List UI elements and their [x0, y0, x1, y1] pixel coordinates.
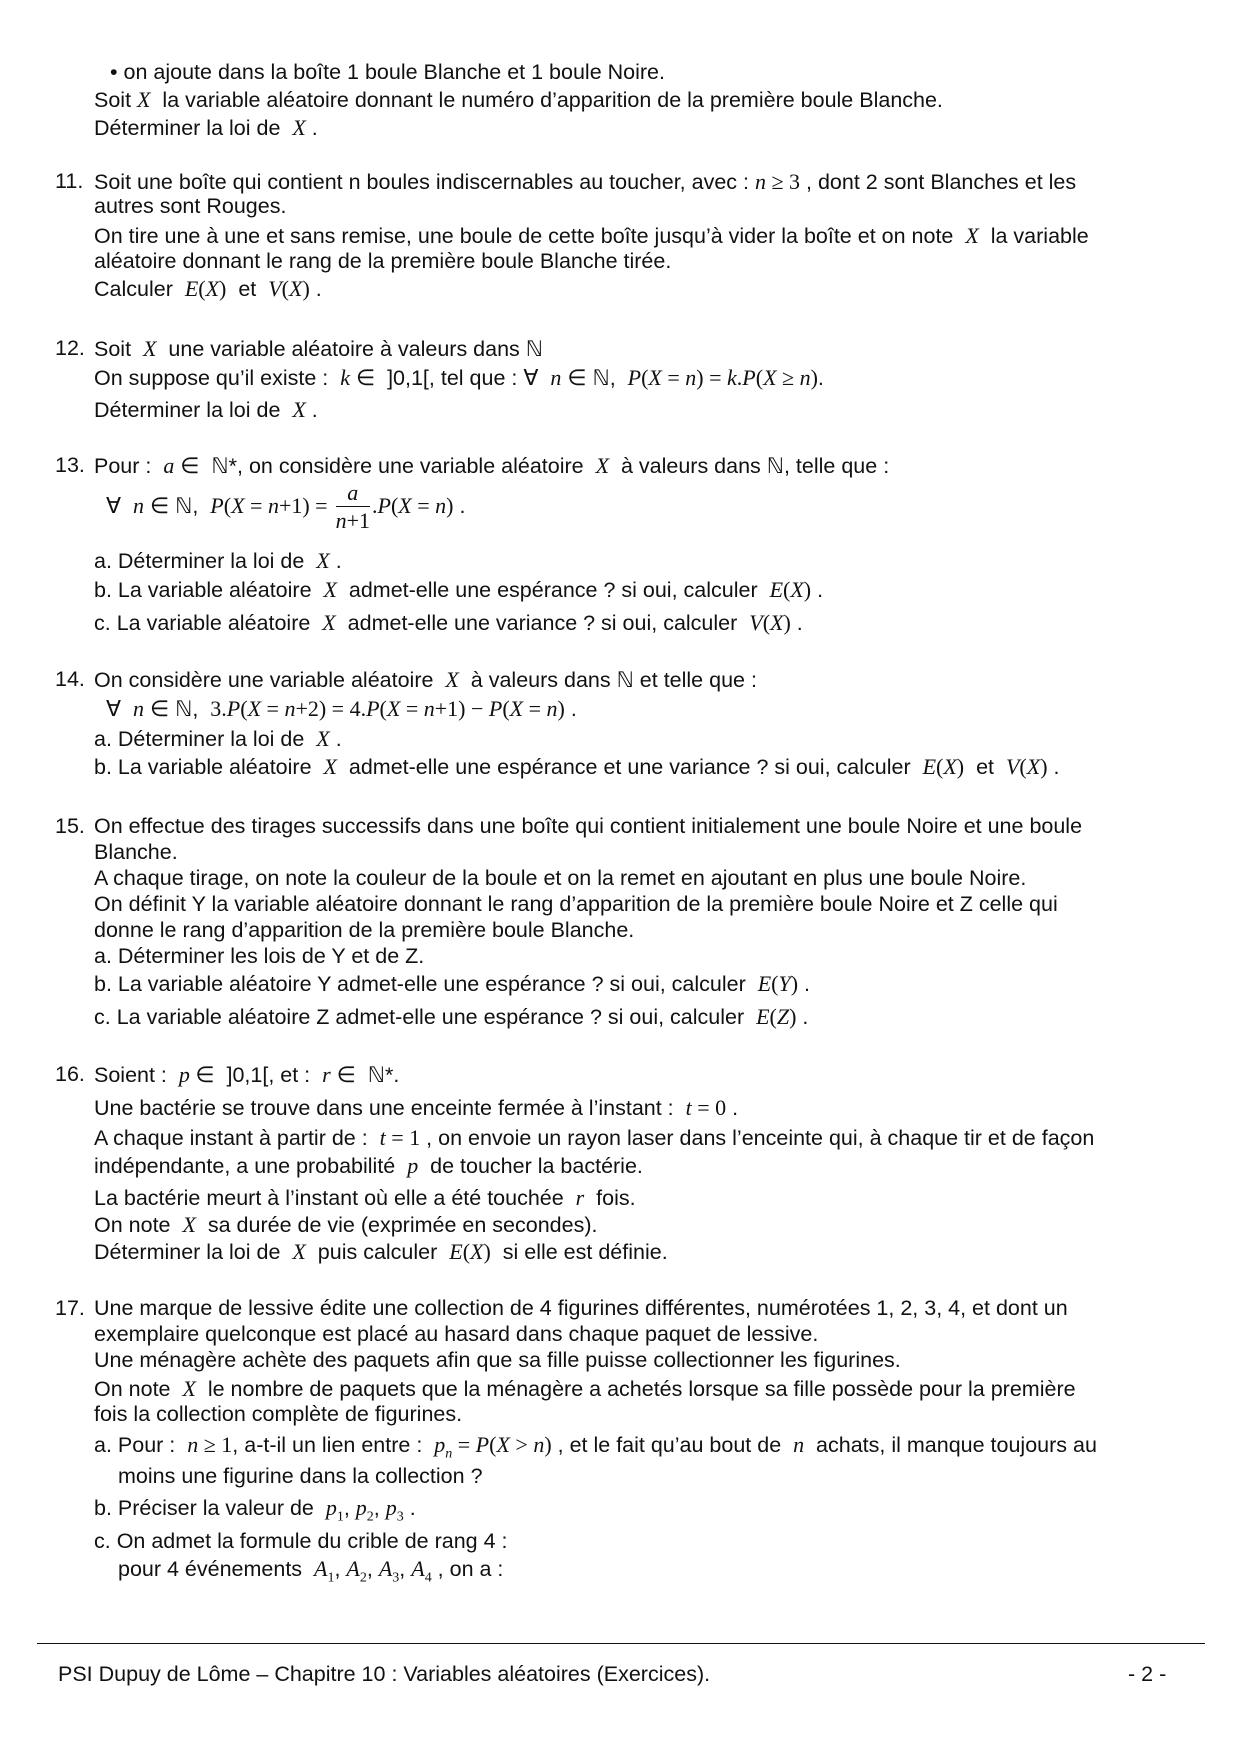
exercise-line: On note X le nombre de paquets que la ménagère a achetés lorsque sa fille possède pour la première: [94, 1376, 1076, 1401]
question-b: b. La variable aléatoire X admet-elle une espérance et une variance ? si oui, calculer E(X) et V(X) .: [94, 754, 1060, 779]
question-b: b. La variable aléatoire X admet-elle une espérance ? si oui, calculer E(X) .: [94, 577, 824, 602]
exercise-line: Déterminer la loi de X .: [94, 397, 318, 422]
exercise-line: Soit X une variable aléatoire à valeurs dans ℕ: [94, 336, 543, 361]
exercise-number: 16.: [55, 1062, 85, 1086]
footer-divider: [37, 1643, 1205, 1644]
question-b: b. Préciser la valeur de $p_1$, $p_2$, $p_3$ .: [94, 1495, 416, 1525]
exercise-line: Blanche.: [94, 840, 178, 864]
footer-title: PSI Dupuy de Lôme – Chapitre 10 : Variables aléatoires (Exercices).: [58, 1662, 711, 1686]
exercise-line: La bactérie meurt à l’instant où elle a été touchée r fois.: [94, 1185, 636, 1210]
question-a-cont: moins une figurine dans la collection ?: [118, 1464, 483, 1488]
top-line-3: Déterminer la loi de X .: [94, 115, 318, 140]
question-c-cont: pour 4 événements $A_1$, $A_2$, $A_3$, $A_4$ , on a :: [118, 1556, 504, 1586]
exercise-line: A chaque tirage, on note la couleur de la boule et on la remet en ajoutant en plus une boule Noire.: [94, 866, 1027, 890]
exercise-number: 12.: [55, 336, 85, 360]
exercise-formula: ∀ n ∈ ℕ, 3.P(X = n+2) = 4.P(X = n+1) − P(X = n) .: [106, 696, 577, 721]
exercise-intro: On considère une variable aléatoire X à valeurs dans ℕ et telle que :: [94, 667, 757, 692]
exercise-number: 11.: [55, 169, 84, 193]
exercise-number: 17.: [55, 1296, 85, 1320]
exercise-line: On définit Y la variable aléatoire donnant le rang d’apparition de la première boule Noire et Z celle qui: [94, 892, 1058, 916]
exercise-formula: ∀ n ∈ ℕ, P(X = n+1) = $\frac{a}{n+1}$ .P(X = n) .: [106, 480, 466, 533]
top-line-1: • on ajoute dans la boîte 1 boule Blanche et 1 boule Noire.: [110, 60, 665, 84]
question-a: a. Déterminer la loi de X .: [94, 726, 342, 751]
exercise-line: On note X sa durée de vie (exprimée en secondes).: [94, 1212, 598, 1237]
question-a: a. Pour : n ≥ 1, a-t-il un lien entre : $p_n = P(X > n)$ , et le fait qu’au bout de n achats, il manque toujours au: [94, 1432, 1097, 1462]
exercise-number: 15.: [55, 814, 85, 838]
exercise-line: Une bactérie se trouve dans une enceinte fermée à l’instant : t = 0 .: [94, 1095, 739, 1120]
exercise-line: indépendante, a une probabilité p de toucher la bactérie.: [94, 1153, 643, 1178]
exercise-line: On tire une à une et sans remise, une boule de cette boîte jusqu’à vider la boîte et on note X la variable: [94, 223, 1089, 248]
question-a: a. Déterminer les lois de Y et de Z.: [94, 944, 425, 968]
exercise-line: aléatoire donnant le rang de la première boule Blanche tirée.: [94, 249, 672, 273]
exercise-line: fois la collection complète de figurines.: [94, 1402, 463, 1426]
exercise-number: 14.: [55, 667, 85, 691]
exercise-line: On suppose qu’il existe : k ∈ ]0,1[, tel que : ∀ n ∈ ℕ, P(X = n) = k.P(X ≥ n).: [94, 365, 824, 390]
top-line-2: Soit X la variable aléatoire donnant le numéro d’apparition de la première boule Blanche.: [94, 87, 943, 112]
exercise-line: Déterminer la loi de X puis calculer E(X) si elle est définie.: [94, 1239, 668, 1264]
exercise-line: On effectue des tirages successifs dans une boîte qui contient initialement une boule Noire et une boule: [94, 814, 1083, 838]
exercise-line: Une marque de lessive édite une collection de 4 figurines différentes, numérotées 1, 2, 3, 4, et dont un: [94, 1296, 1068, 1320]
question-a: a. Déterminer la loi de X .: [94, 548, 342, 573]
question-c: c. La variable aléatoire Z admet-elle une espérance ? si oui, calculer E(Z) .: [94, 1004, 809, 1029]
exercise-line: donne le rang d’apparition de la première boule Blanche.: [94, 918, 635, 942]
exercise-number: 13.: [55, 453, 85, 477]
exercise-intro: Pour : a ∈ ℕ*, on considère une variable aléatoire X à valeurs dans ℕ, telle que :: [94, 453, 890, 478]
page-number: - 2 -: [1128, 1662, 1167, 1686]
exercise-line: Soient : p ∈ ]0,1[, et : r ∈ ℕ*.: [94, 1062, 400, 1087]
exercise-line: Calculer E(X) et V(X) .: [94, 276, 322, 301]
question-b: b. La variable aléatoire Y admet-elle une espérance ? si oui, calculer E(Y) .: [94, 971, 811, 996]
exercise-line: autres sont Rouges.: [94, 194, 287, 218]
exercise-line: Soit une boîte qui contient n boules indiscernables au toucher, avec : n ≥ 3 , dont 2 sont Blanches et les: [94, 169, 1077, 194]
exercise-line: exemplaire quelconque est placé au hasard dans chaque paquet de lessive.: [94, 1322, 819, 1346]
exercise-line: Une ménagère achète des paquets afin que sa fille puisse collectionner les figurines.: [94, 1348, 901, 1372]
exercise-line: A chaque instant à partir de : t = 1 , on envoie un rayon laser dans l’enceinte qui, à chaque tir et de façon: [94, 1125, 1095, 1150]
question-c: c. On admet la formule du crible de rang 4 :: [94, 1529, 508, 1553]
question-c: c. La variable aléatoire X admet-elle une variance ? si oui, calculer V(X) .: [94, 610, 803, 635]
